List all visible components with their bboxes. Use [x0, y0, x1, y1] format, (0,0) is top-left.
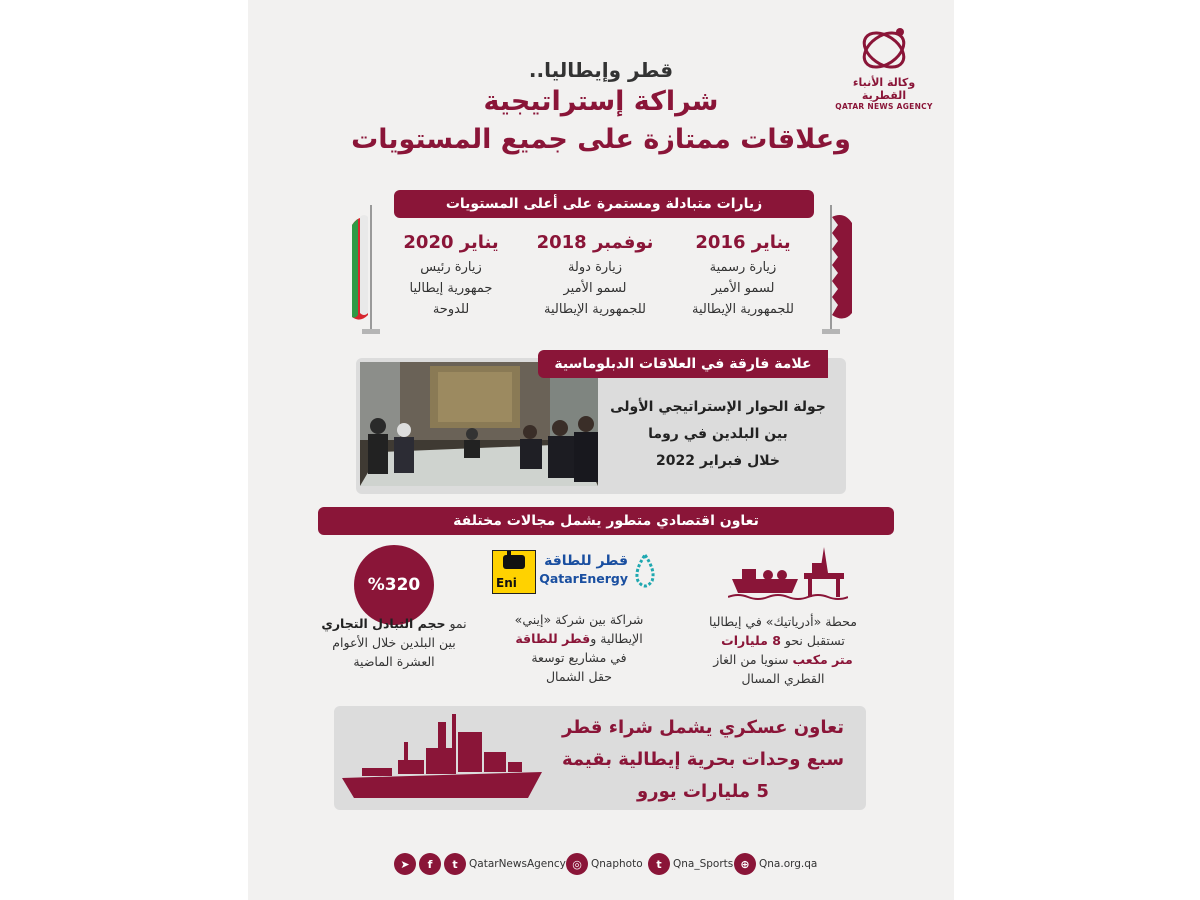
- title-kicker: قطر وإيطاليا..: [528, 58, 674, 82]
- adriatic-text: [678, 612, 888, 688]
- adriatic-text-part: تستقبل نحو: [780, 633, 845, 648]
- footer-handle: Qna.org.qa: [759, 858, 818, 870]
- adriatic-line: القطري المسال: [741, 671, 825, 686]
- partnership-line: حقل الشمال: [545, 669, 613, 684]
- military-line: سبع وحدات بحرية إيطالية بقيمة: [561, 749, 845, 770]
- qatarenergy-arabic: قطر للطاقة: [544, 553, 628, 569]
- facebook-icon: f: [419, 853, 441, 875]
- trade-line: [294, 614, 494, 633]
- visit-2018: [530, 232, 660, 320]
- visit-desc-line: للجمهورية الإيطالية: [691, 302, 794, 317]
- adriatic-highlight: متر مكعب: [792, 652, 853, 667]
- trade-text-part: نمو: [445, 616, 467, 631]
- visit-2016: [678, 232, 808, 320]
- globe-icon: ⊕: [734, 853, 756, 875]
- diplomacy-heading: علامة فارقة في العلاقات الدبلوماسية: [538, 350, 828, 378]
- lng-tanker-rig-icon: [728, 545, 848, 605]
- twitter-icon: t: [444, 853, 466, 875]
- visit-date: نوفمبر 2018: [536, 232, 654, 253]
- diplomacy-line: جولة الحوار الإستراتيجي الأولى: [610, 399, 826, 415]
- social-footer: [248, 852, 954, 876]
- partnership-text: [484, 610, 674, 686]
- logo-arabic-name: وكالة الأنباء القطرية: [852, 76, 916, 102]
- visit-desc-line: زيارة رسمية: [709, 260, 777, 275]
- partnership-line: في مشاريع توسعة: [531, 650, 627, 665]
- adriatic-line: [678, 631, 888, 650]
- footer-handle: QatarNewsAgency: [469, 858, 566, 870]
- trade-line: العشرة الماضية: [353, 654, 435, 669]
- footer-handle: Qna_Sports: [673, 858, 734, 870]
- military-line: 5 مليارات يورو: [637, 781, 769, 802]
- title-line-2: وعلاقات ممتازة على جميع المستويات: [351, 124, 851, 155]
- visit-date: يناير 2020: [403, 232, 499, 253]
- footer-qna-main[interactable]: [394, 852, 566, 876]
- trade-line: بين البلدين خلال الأعوام: [332, 635, 456, 650]
- title-line-1: شراكة إستراتيجية: [483, 86, 719, 117]
- adriatic-line: [678, 650, 888, 669]
- qatarenergy-english: QatarEnergy: [539, 571, 628, 586]
- footer-qnaphoto[interactable]: [566, 852, 643, 876]
- footer-handle: Qnaphoto: [591, 858, 643, 870]
- visit-desc-line: لسمو الأمير: [711, 281, 775, 296]
- diplomacy-line: خلال فبراير 2022: [656, 453, 780, 469]
- qatarenergy-drop-icon: [632, 553, 658, 591]
- infographic: [248, 0, 954, 900]
- visit-2020: [386, 232, 516, 320]
- eni-label: Eni: [496, 576, 517, 590]
- qatar-flag-icon: [808, 205, 856, 339]
- diplomacy-line: بين البلدين في روما: [648, 426, 788, 442]
- twitter-icon: t: [648, 853, 670, 875]
- meeting-photo: [360, 362, 598, 486]
- instagram-icon: ◎: [566, 853, 588, 875]
- military-line: تعاون عسكري يشمل شراء قطر: [561, 717, 845, 738]
- qatarenergy-logo: [538, 553, 658, 593]
- visit-desc-line: جمهورية إيطاليا: [409, 281, 493, 296]
- visit-desc: [678, 257, 808, 320]
- partnership-line: [484, 629, 674, 648]
- footer-qna-sports[interactable]: [648, 852, 733, 876]
- partnership-text-part: الإيطالية و: [590, 631, 643, 646]
- economy-heading: تعاون اقتصادي متطور يشمل مجالات مختلفة: [318, 507, 894, 535]
- logo-english-name: QATAR NEWS AGENCY: [835, 102, 933, 111]
- visit-desc-line: زيارة رئيس: [420, 260, 482, 275]
- visit-desc-line: زيارة دولة: [567, 260, 623, 275]
- adriatic-text-part: سنويا من الغاز: [713, 652, 793, 667]
- adriatic-highlight: 8 مليارات: [721, 633, 781, 648]
- partnership-highlight: قطر للطاقة: [515, 631, 591, 646]
- warship-icon: [342, 712, 542, 808]
- visit-desc-line: للدوحة: [432, 302, 470, 317]
- visits-heading: زيارات متبادلة ومستمرة على أعلى المستويات: [394, 190, 814, 218]
- visit-desc: [386, 257, 516, 320]
- trade-growth-badge: %320: [354, 545, 434, 625]
- diplomacy-text: [598, 394, 838, 475]
- telegram-icon: ➤: [394, 853, 416, 875]
- trade-text: [294, 614, 494, 671]
- partnership-line: شراكة بين شركة «إيني»: [514, 612, 644, 627]
- visit-desc-line: للجمهورية الإيطالية: [543, 302, 646, 317]
- visit-desc-line: لسمو الأمير: [563, 281, 627, 296]
- adriatic-line: محطة «أدرياتيك» في إيطاليا: [709, 614, 857, 629]
- trade-highlight: حجم التبادل التجاري: [321, 616, 446, 631]
- military-text: [548, 712, 858, 808]
- footer-website[interactable]: [734, 852, 817, 876]
- visit-desc: [530, 257, 660, 320]
- visit-date: يناير 2016: [695, 232, 791, 253]
